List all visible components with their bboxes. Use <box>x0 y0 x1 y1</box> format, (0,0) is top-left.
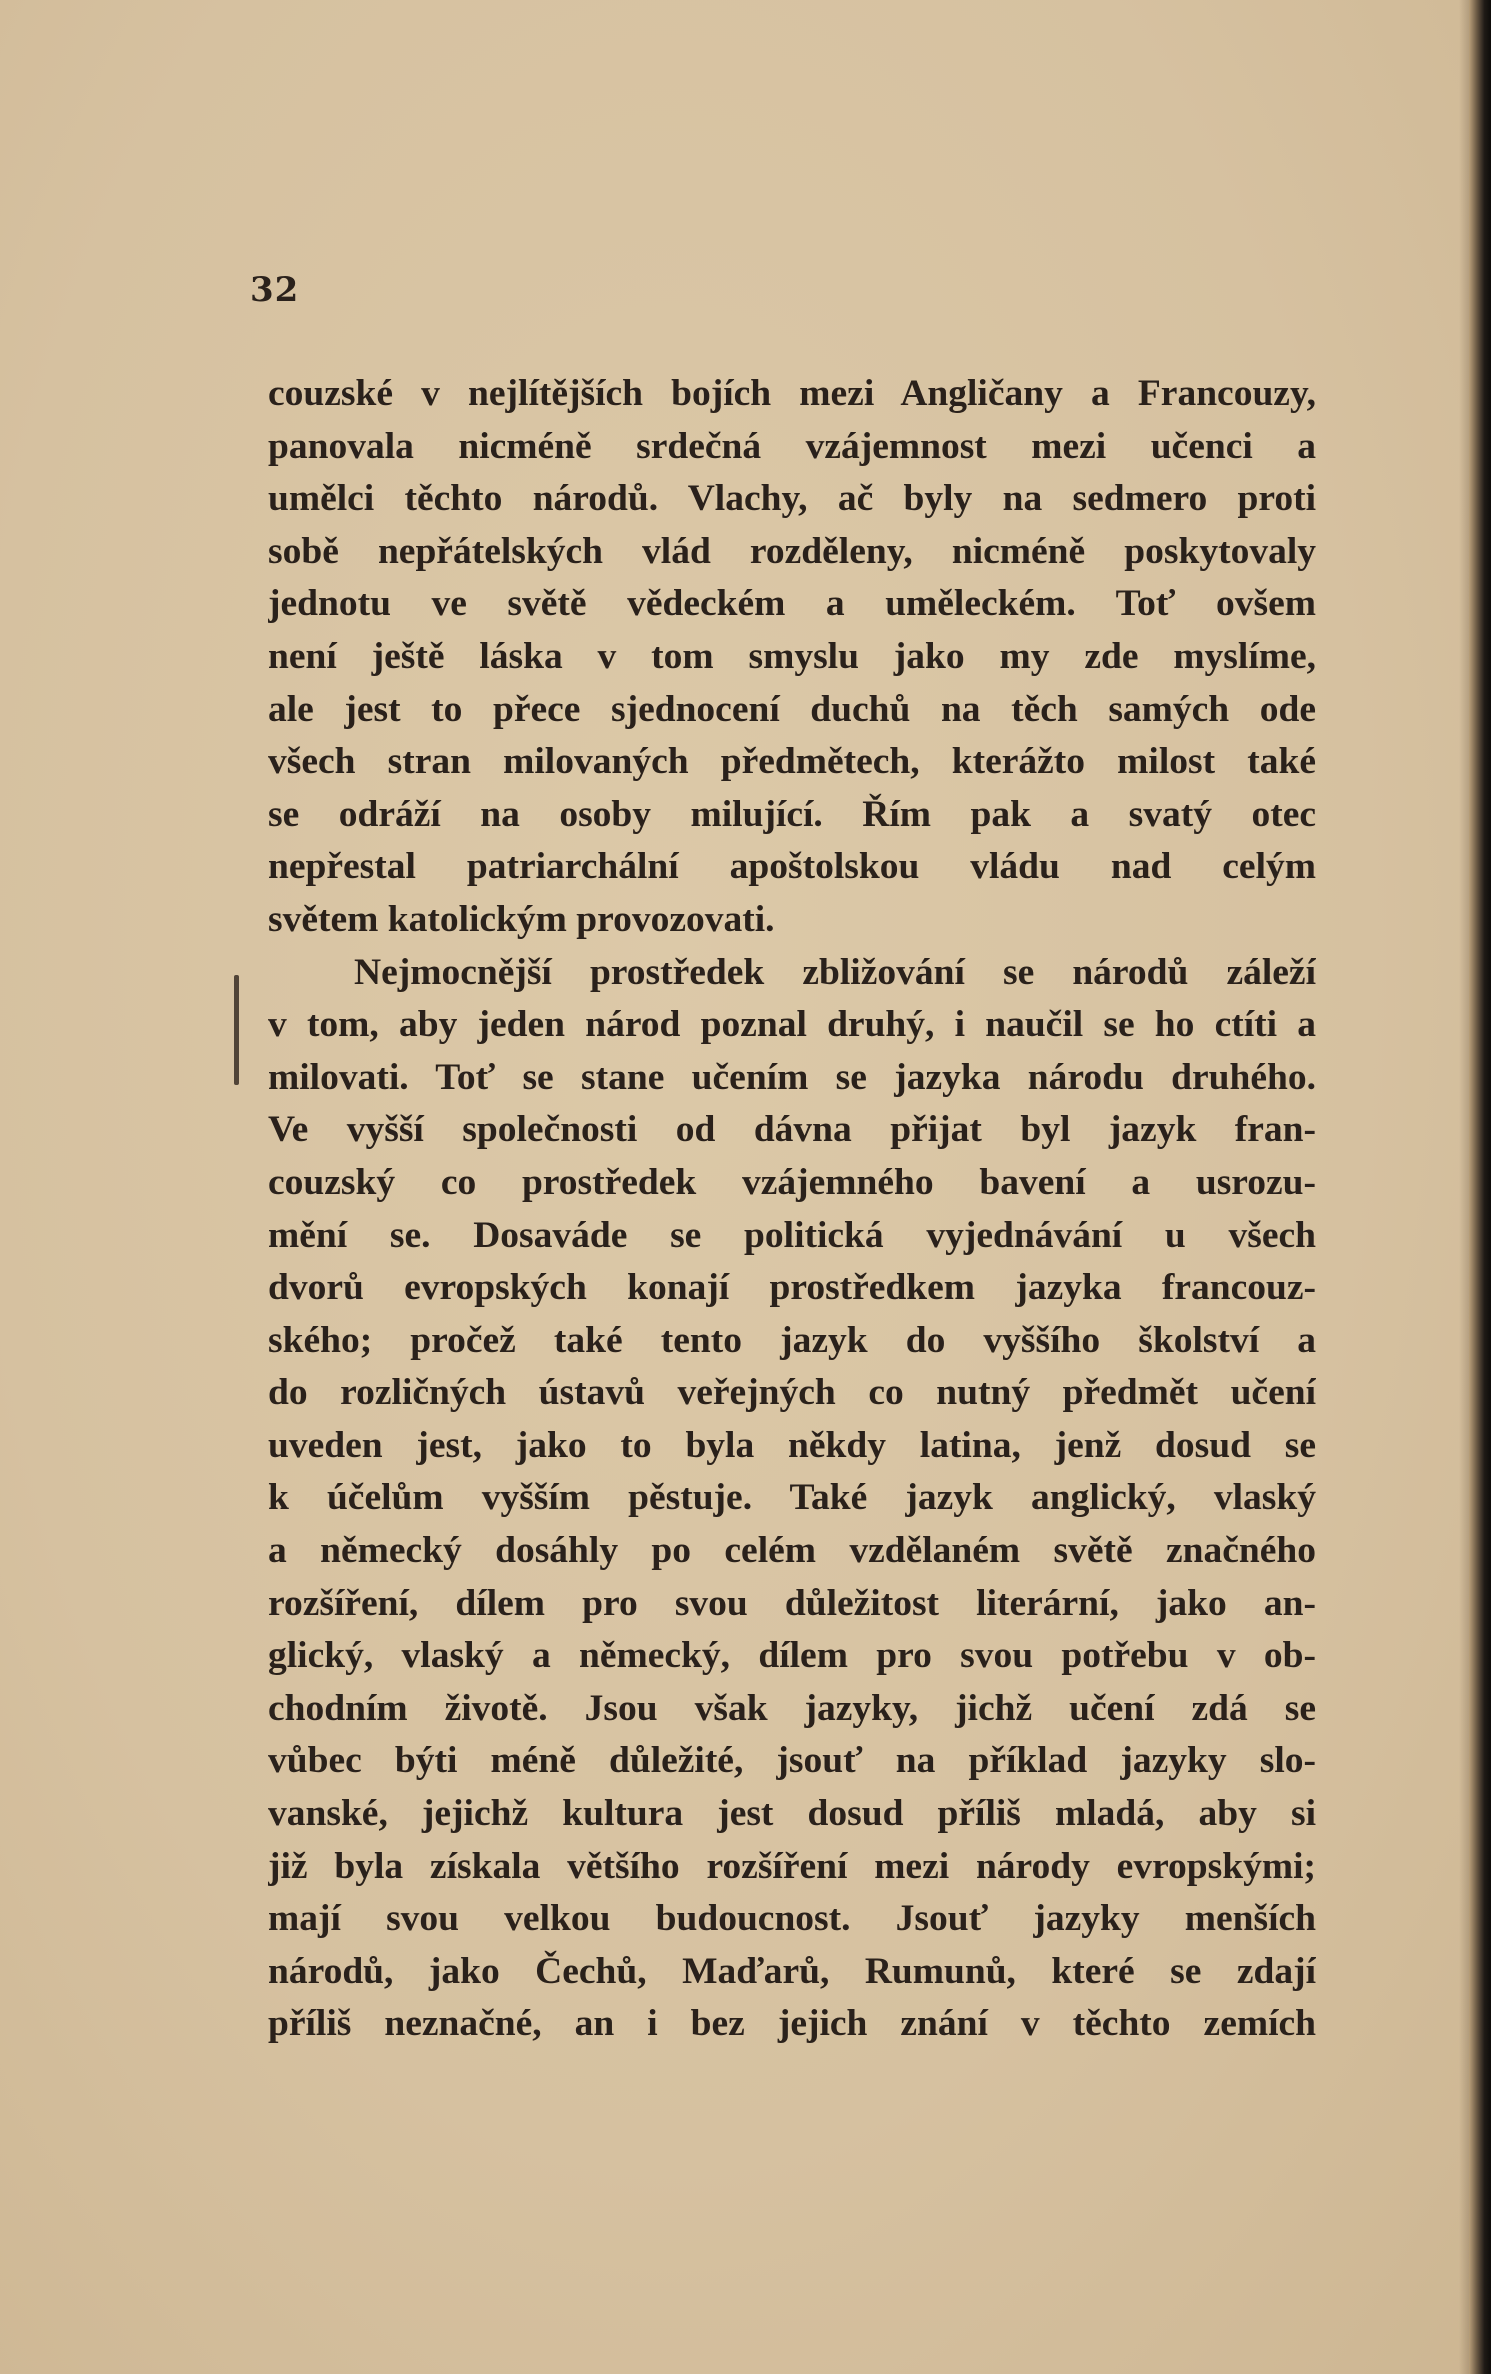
text-line: se odráží na osoby milující. Řím pak a svatý otec <box>268 793 1316 835</box>
text-line: ale jest to přece sjednocení duchů na těch samých ode <box>268 688 1316 730</box>
margin-pencil-mark <box>234 975 239 1085</box>
text-line: chodním životě. Jsou však jazyky, jichž učení zdá se <box>268 1687 1316 1729</box>
text-line: k účelům vyšším pěstuje. Také jazyk anglický, vlaský <box>268 1477 1316 1519</box>
text-line-paragraph-end: světem katolickým provozovati. <box>268 898 775 940</box>
text-line: couzské v nejlítějších bojích mezi Angličany a Francouzy, <box>268 373 1316 414</box>
text-line: couzský co prostředek vzájemného bavení a usrozu- <box>268 1161 1316 1203</box>
text-line: uveden jest, jako to byla někdy latina, jenž dosud se <box>268 1424 1316 1466</box>
text-line: není ještě láska v tom smyslu jako my zde myslíme, <box>268 635 1316 677</box>
text-line: ského; pročež také tento jazyk do vyššího školství a <box>268 1319 1316 1361</box>
text-line: vanské, jejichž kultura jest dosud příliš mladá, aby si <box>268 1793 1316 1835</box>
text-line: umělci těchto národů. Vlachy, ač byly na sedmero proti <box>268 478 1316 520</box>
text-line-paragraph-start: Nejmocnější prostředek zbližování se národů záleží <box>354 951 1316 993</box>
text-line: a německý dosáhly po celém vzdělaném světě značného <box>268 1530 1316 1572</box>
book-spine <box>1469 0 1491 2374</box>
text-line: mění se. Dosaváde se politická vyjednávání u všech <box>268 1214 1316 1256</box>
text-line: jednotu ve světě vědeckém a uměleckém. Toť ovšem <box>268 583 1316 625</box>
page-gutter-shadow <box>1459 0 1469 2374</box>
text-line: glický, vlaský a německý, dílem pro svou potřebu v ob- <box>268 1635 1316 1677</box>
text-line: dvorů evropských konají prostředkem jazyka francouz- <box>268 1267 1316 1309</box>
text-line: nepřestal patriarchální apoštolskou vládu nad celým <box>268 846 1316 888</box>
text-line: panovala nicméně srdečná vzájemnost mezi učenci a <box>268 425 1316 467</box>
text-line: milovati. Toť se stane učením se jazyka národu druhého. <box>268 1056 1316 1098</box>
text-line: národů, jako Čechů, Maďarů, Rumunů, které se zdají <box>268 1950 1316 1992</box>
text-line: Ve vyšší společnosti od dávna přijat byl jazyk fran- <box>268 1109 1316 1151</box>
text-line: příliš neznačné, an i bez jejich znání v těchto zemích <box>268 2003 1316 2045</box>
text-line: vůbec býti méně důležité, jsouť na příklad jazyky slo- <box>268 1740 1316 1782</box>
text-line: všech stran milovaných předmětech, kterážto milost také <box>268 741 1316 783</box>
body-text <box>268 368 1316 2051</box>
page-number: 32 <box>250 270 300 310</box>
text-line: mají svou velkou budoucnost. Jsouť jazyky menších <box>268 1898 1316 1940</box>
text-line: sobě nepřátelských vlád rozděleny, nicméně poskytovaly <box>268 530 1316 572</box>
text-line: do rozličných ústavů veřejných co nutný předmět učení <box>268 1372 1316 1414</box>
text-line: rozšíření, dílem pro svou důležitost literární, jako an- <box>268 1582 1316 1624</box>
text-line: již byla získala většího rozšíření mezi národy evropskými; <box>268 1845 1316 1887</box>
text-line: v tom, aby jeden národ poznal druhý, i naučil se ho ctíti a <box>268 1004 1316 1046</box>
